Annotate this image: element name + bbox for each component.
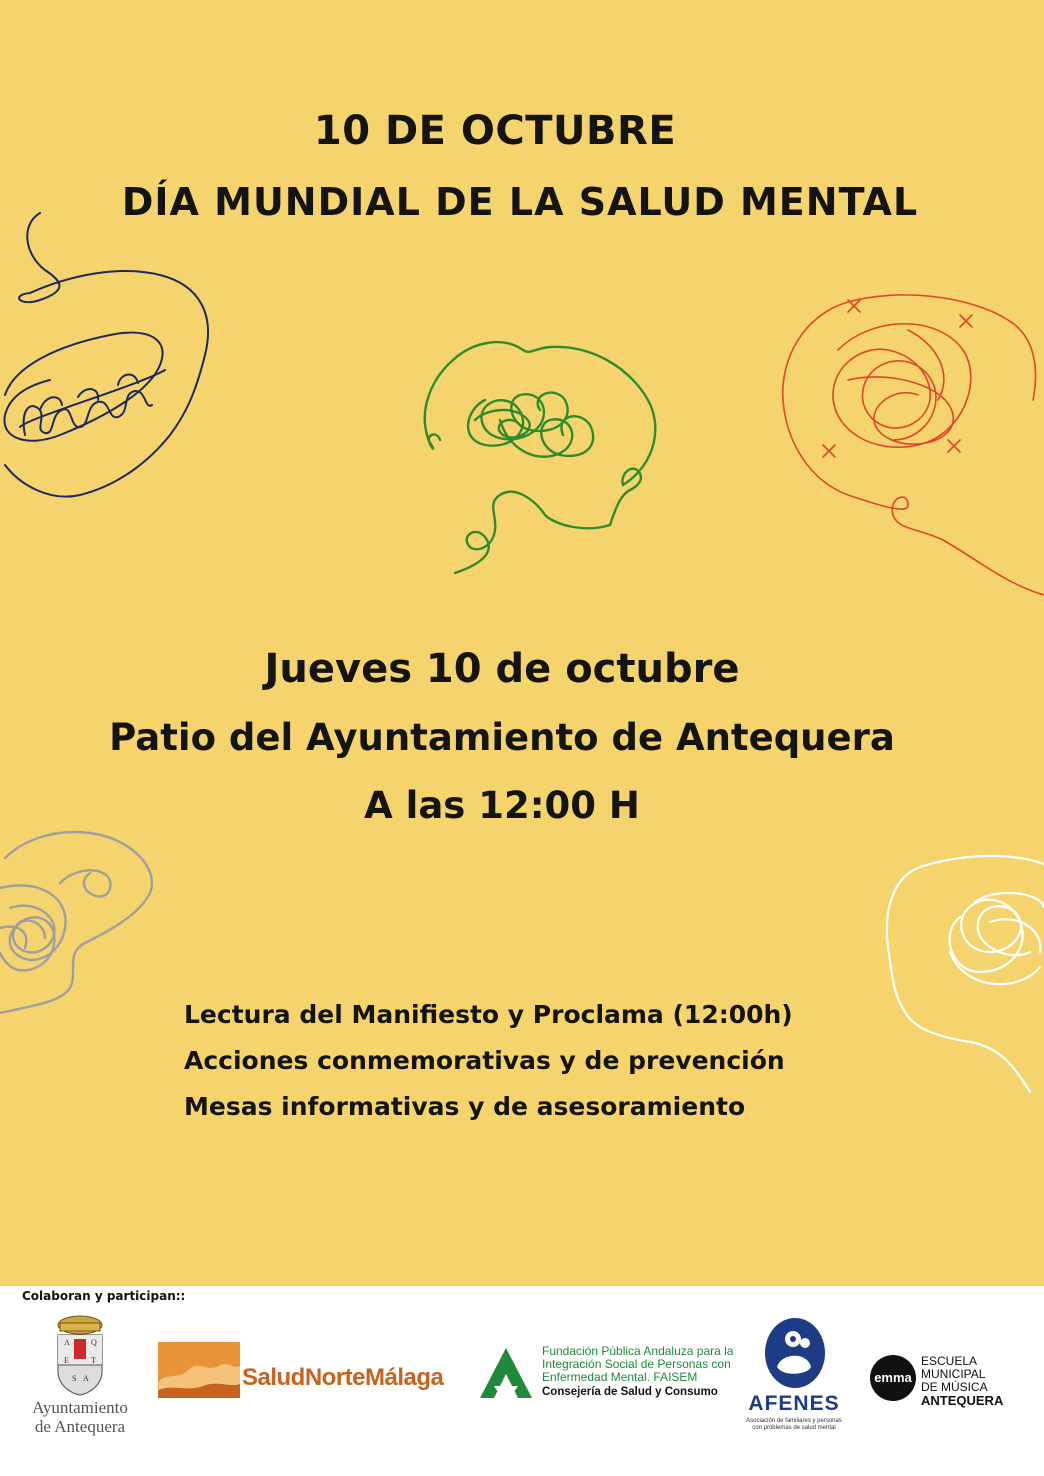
activity-item: Lectura del Manifiesto y Proclama (12:00h) — [184, 1000, 793, 1029]
emma-line: ANTEQUERA — [921, 1393, 1004, 1408]
faisem-line: Fundación Pública Andaluza para la — [542, 1344, 734, 1358]
shield-letter: S — [72, 1374, 77, 1383]
emma-school-name — [921, 1355, 1003, 1407]
shield-letter: A — [64, 1338, 70, 1347]
salud-norte-malaga-mark — [158, 1342, 240, 1398]
poster-event-title: DÍA MUNDIAL DE LA SALUD MENTAL — [121, 180, 919, 224]
gray-head-doodle — [0, 828, 165, 1018]
red-head-doodle — [778, 290, 1044, 600]
ayuntamiento-shield-logo — [50, 1313, 110, 1397]
white-head-doodle — [880, 852, 1044, 1107]
afenes-name: AFENES — [748, 1392, 840, 1415]
emma-line: ESCUELA — [921, 1354, 978, 1368]
shield-letter: A — [83, 1374, 89, 1383]
emma-line: MUNICIPAL — [921, 1367, 986, 1381]
afenes-mark — [763, 1317, 827, 1391]
faisem-line: Integración Social de Personas con — [542, 1357, 731, 1371]
afenes-sub-line: con problemas de salud mental — [752, 1425, 836, 1431]
emma-logo-circle: emma — [870, 1355, 916, 1401]
green-head-doodle — [415, 325, 665, 580]
event-day: Jueves 10 de octubre — [264, 646, 740, 692]
event-time: A las 12:00 H — [364, 784, 640, 827]
activity-item: Acciones conmemorativas y de prevención — [184, 1046, 785, 1075]
emma-line: DE MÚSICA — [921, 1380, 988, 1394]
poster-date-title: 10 DE OCTUBRE — [313, 108, 677, 154]
consejeria-label: Consejería de Salud y Consumo — [542, 1386, 718, 1398]
salud-norte-malaga-name: SaludNorteMálaga — [242, 1364, 444, 1391]
collab-label: Colaboran y participan:: — [22, 1289, 186, 1303]
activities-list — [184, 992, 793, 1130]
ayuntamiento-line: de Antequera — [34, 1417, 126, 1436]
navy-head-doodle — [0, 205, 230, 505]
ayuntamiento-line: Ayuntamiento — [32, 1398, 128, 1417]
junta-andalucia-mark — [478, 1346, 534, 1400]
ayuntamiento-name — [18, 1398, 142, 1436]
faisem-line: Enfermedad Mental. FAISEM — [542, 1370, 698, 1384]
faisem-text — [542, 1345, 733, 1399]
activity-item: Mesas informativas y de asesoramiento — [184, 1092, 746, 1121]
shield-letter: E — [64, 1356, 69, 1365]
afenes-subtitle — [740, 1418, 848, 1432]
event-place: Patio del Ayuntamiento de Antequera — [109, 716, 895, 759]
shield-letter: Q — [91, 1338, 97, 1347]
shield-letter: T — [91, 1356, 96, 1365]
afenes-sub-line: Asociación de familiares y personas — [746, 1418, 842, 1424]
